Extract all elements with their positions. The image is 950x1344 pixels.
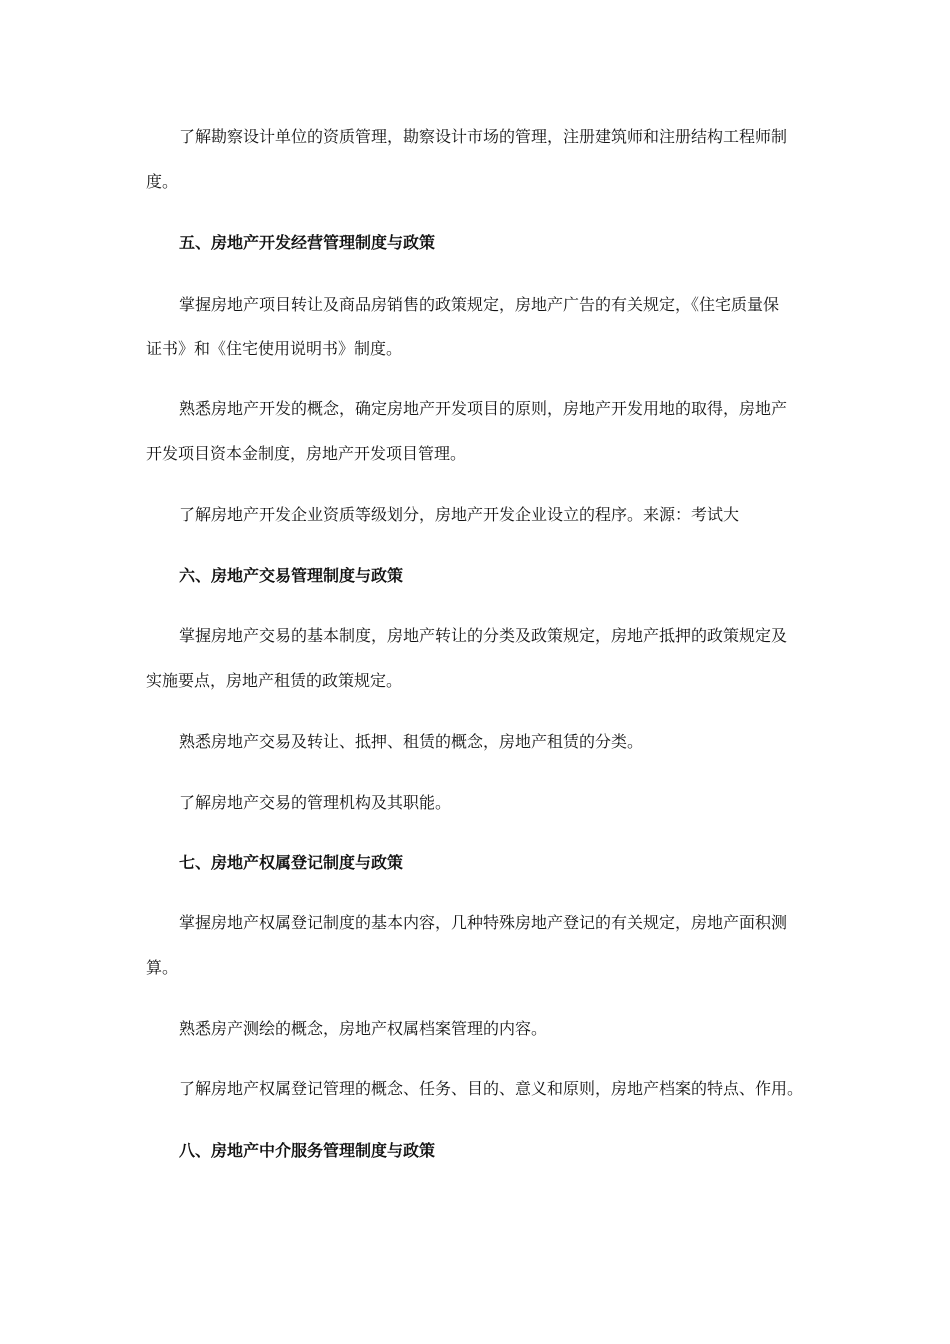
paragraph-line: 算。 <box>146 958 179 977</box>
paragraph-line: 熟悉房地产交易及转让、抵押、租赁的概念，房地产租赁的分类。 <box>179 732 644 751</box>
paragraph-line: 了解勘察设计单位的资质管理，勘察设计市场的管理，注册建筑师和注册结构工程师制 <box>179 127 788 146</box>
paragraph-line: 证书》和《住宅使用说明书》制度。 <box>146 339 403 358</box>
paragraph-line: 了解房地产交易的管理机构及其职能。 <box>179 793 452 812</box>
section-heading: 六、房地产交易管理制度与政策 <box>179 566 404 585</box>
section-heading: 八、房地产中介服务管理制度与政策 <box>179 1141 436 1160</box>
paragraph-line: 了解房地产权属登记管理的概念、任务、目的、意义和原则，房地产档案的特点、作用。 <box>179 1079 804 1098</box>
section-heading: 七、房地产权属登记制度与政策 <box>179 853 404 872</box>
paragraph-line: 了解房地产开发企业资质等级划分，房地产开发企业设立的程序。来源：考试大 <box>179 505 740 524</box>
paragraph-line: 开发项目资本金制度，房地产开发项目管理。 <box>146 444 467 463</box>
section-heading: 五、房地产开发经营管理制度与政策 <box>179 233 436 252</box>
paragraph-line: 度。 <box>146 172 179 191</box>
paragraph-line: 掌握房地产项目转让及商品房销售的政策规定，房地产广告的有关规定，《住宅质量保 <box>179 295 780 314</box>
paragraph-line: 熟悉房产测绘的概念，房地产权属档案管理的内容。 <box>179 1019 548 1038</box>
paragraph-line: 实施要点，房地产租赁的政策规定。 <box>146 671 403 690</box>
paragraph-line: 熟悉房地产开发的概念，确定房地产开发项目的原则，房地产开发用地的取得，房地产 <box>179 399 788 418</box>
paragraph-line: 掌握房地产交易的基本制度，房地产转让的分类及政策规定，房地产抵押的政策规定及 <box>179 626 788 645</box>
paragraph-line: 掌握房地产权属登记制度的基本内容，几种特殊房地产登记的有关规定，房地产面积测 <box>179 913 788 932</box>
